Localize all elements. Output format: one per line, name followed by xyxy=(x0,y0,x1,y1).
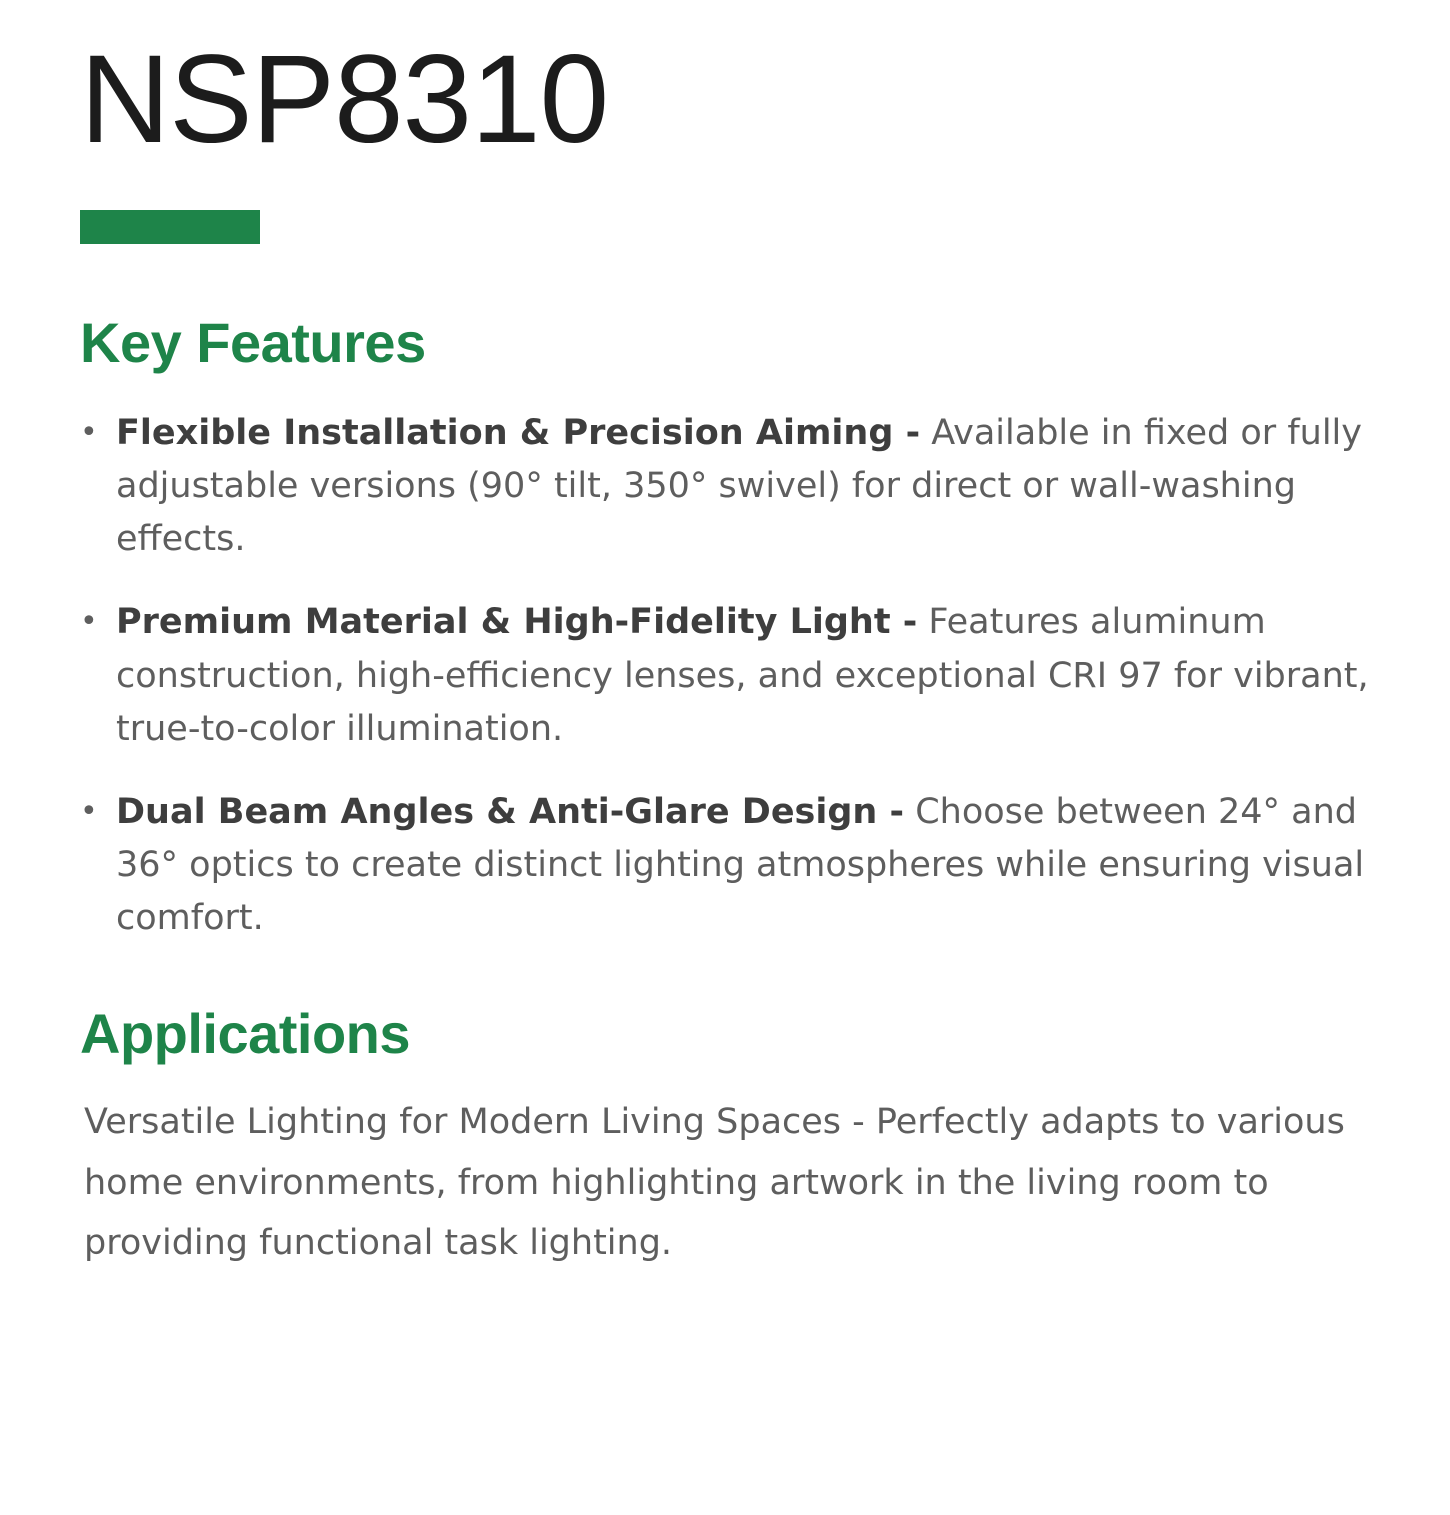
applications-heading: Applications xyxy=(80,1002,411,1066)
feature-title: Dual Beam Angles & Anti-Glare Design - xyxy=(116,791,905,832)
list-item xyxy=(80,786,1370,946)
feature-description: Available in fixed or fully adjustable versions (90° tilt, 350° swivel) for direct or wall-washing effects. xyxy=(116,412,1362,560)
accent-divider xyxy=(80,210,260,244)
applications-body: Versatile Lighting for Modern Living Spaces - Perfectly adapts to various home environments, from highlighting artwork in the living room to providing functional task lighting. xyxy=(84,1102,1345,1263)
feature-title: Flexible Installation & Precision Aiming - xyxy=(116,412,921,453)
feature-title: Premium Material & High-Fidelity Light - xyxy=(116,602,918,643)
list-item xyxy=(80,407,1370,567)
key-features-list xyxy=(80,407,1370,946)
feature-description: Features aluminum construction, high-efficiency lenses, and exceptional CRI 97 for vibrant, true-to-color illumination. xyxy=(116,602,1369,749)
list-item xyxy=(80,596,1370,756)
feature-description: Choose between 24° and 36° optics to create distinct lighting atmospheres while ensuring visual comfort. xyxy=(116,791,1365,939)
key-features-heading: Key Features xyxy=(80,310,426,374)
page-title: NSP8310 xyxy=(80,30,609,169)
